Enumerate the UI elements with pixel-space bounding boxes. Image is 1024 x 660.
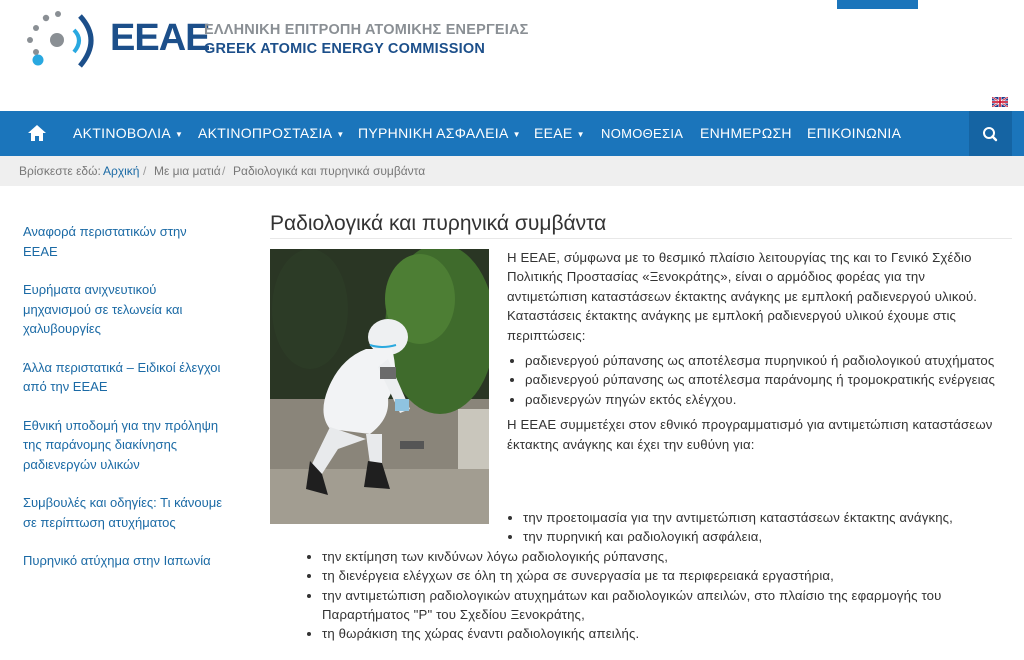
nav-item-label: ΕΠΙΚΟΙΝΩΝΙΑ: [807, 125, 902, 141]
sidebar-link-other-incidents[interactable]: Άλλα περιστατικά – Ειδικοί έλεγχοι από την ΕΕΑΕ: [23, 359, 221, 394]
responsibilities-list: [306, 508, 1024, 644]
caret-down-icon: ▼: [512, 129, 521, 139]
nav-item-epikoinonia[interactable]: [807, 111, 901, 156]
search-button[interactable]: [969, 111, 1012, 156]
intro-paragraph: Η ΕΕΑΕ, σύμφωνα με το θεσμικό πλαίσιο λειτουργίας της και το Γενικό Σχέδιο Πολιτικής Προστασίας «Ξενοκράτης», είναι ο αρμόδιος φορέας για την αντιμετώπιση καταστάσεων έκτακτης ανάγκης με εμπλοκή ραδιενεργού υλικού. Καταστάσεις έκτακτης ανάγκης με εμπλοκή ραδιενεργού υλικού έχουμε στις περιπτώσεις:: [507, 250, 978, 343]
list-item: • ραδιενεργού ρύπανσης ως αποτέλεσμα παράνομης ή τρομοκρατικής ενέργειας: [525, 370, 1007, 389]
sidebar-link-japan-accident[interactable]: Πυρηνικό ατύχημα στην Ιαπωνία: [23, 553, 211, 568]
list-item: • ραδιενεργού ρύπανσης ως αποτέλεσμα πυρηνικού ή ραδιολογικού ατυχήματος: [525, 351, 1007, 370]
nav-item-enimerosi[interactable]: [700, 111, 792, 156]
nav-item-pyriniki-asfaleia[interactable]: [358, 111, 521, 156]
caret-down-icon: ▼: [336, 129, 345, 139]
sidebar-link-national-infrastructure[interactable]: Εθνική υποδομή για την πρόληψη της παράνομης διακίνησης ραδιενεργών υλικών: [23, 417, 219, 472]
participation-paragraph: Η ΕΕΑΕ συμμετέχει στον εθνικό προγραμματισμό για αντιμετώπιση καταστάσεων έκτακτης ανάγκης και έχει την ευθύνη για:: [507, 417, 993, 452]
list-item: • την εκτίμηση των κινδύνων λόγω ραδιολογικής ρύπανσης,: [322, 547, 1024, 566]
logo-acronym: ΕΕΑΕ: [110, 17, 210, 59]
breadcrumb-current: Ραδιολογικά και πυρηνικά συμβάντα: [233, 164, 426, 178]
main-content: [507, 248, 1007, 460]
site-header: [0, 0, 1024, 111]
breadcrumb-separator: /: [222, 164, 226, 178]
nav-item-label: ΑΚΤΙΝΟΒΟΛΙΑ: [73, 125, 171, 141]
nav-item-label: ΕΝΗΜΕΡΩΣΗ: [700, 125, 792, 141]
sidebar-link-detection-findings[interactable]: Ευρήματα ανιχνευτικού μηχανισμού σε τελωνεία και χαλυβουργίες: [23, 282, 183, 336]
nav-item-label: ΝΟΜΟΘΕΣΙΑ: [601, 126, 684, 141]
nav-item-label: ΠΥΡΗΝΙΚΗ ΑΣΦΑΛΕΙΑ: [358, 125, 509, 141]
list-item: • την πυρηνική και ραδιολογική ασφάλεια,: [523, 527, 1024, 546]
list-item: • την προετοιμασία για την αντιμετώπιση καταστάσεων έκτακτης ανάγκης,: [523, 508, 1024, 527]
nav-item-nomothesia[interactable]: [601, 111, 683, 156]
uk-flag-icon[interactable]: [992, 97, 1008, 107]
cases-list: [507, 351, 1007, 409]
page-title: Ραδιολογικά και πυρηνικά συμβάντα: [270, 212, 607, 235]
caret-down-icon: ▼: [576, 129, 585, 139]
nav-item-label: ΑΚΤΙΝΟΠΡΟΣΤΑΣΙΑ: [198, 125, 333, 141]
eeae-logo[interactable]: [24, 6, 104, 74]
list-item: • ραδιενεργών πηγών εκτός ελέγχου.: [525, 390, 1007, 409]
person-in-protective-suit-image: [270, 249, 489, 524]
nav-item-eeae[interactable]: [534, 111, 585, 156]
breadcrumb-link-label[interactable]: Αρχική: [103, 164, 140, 178]
breadcrumb-prefix: Βρίσκεστε εδώ:: [19, 164, 101, 178]
list-item: • τη θωράκιση της χώρας έναντι ραδιολογικής απειλής.: [322, 624, 1024, 643]
caret-down-icon: ▼: [174, 129, 184, 139]
breadcrumb-item-overview[interactable]: Με μια ματιά: [154, 164, 221, 178]
nav-item-aktinoprostasia[interactable]: [198, 111, 345, 156]
breadcrumb-separator: /: [143, 164, 147, 178]
list-item: • τη διενέργεια ελέγχων σε όλη τη χώρα σε συνεργασία με τα περιφερειακά εργαστήρια,: [322, 566, 1024, 585]
title-divider: [270, 238, 1012, 239]
search-icon: [969, 111, 1012, 156]
nav-item-label: ΕΕΑΕ: [534, 125, 573, 141]
breadcrumb: [0, 156, 1024, 186]
breadcrumb-home-link[interactable]: [103, 156, 139, 186]
main-navbar: [0, 111, 1024, 156]
home-icon[interactable]: [26, 123, 48, 143]
top-tab[interactable]: [837, 0, 918, 9]
sidebar-nav: [23, 222, 223, 590]
logo-title-greek: ΕΛΛΗΝΙΚΗ ΕΠΙΤΡΟΠΗ ΑΤΟΜΙΚΗΣ ΕΝΕΡΓΕΙΑΣ: [204, 22, 529, 38]
sidebar-link-incident-report[interactable]: Αναφορά περιστατικών στην ΕΕΑΕ: [23, 224, 187, 259]
sidebar-link-accident-advice[interactable]: Συμβουλές και οδηγίες: Τι κάνουμε σε περίπτωση ατυχήματος: [23, 495, 223, 530]
list-item: • την αντιμετώπιση ραδιολογικών ατυχημάτων και ραδιολογικών απειλών, στο πλαίσιο της εφαρμογής του Παραρτήματος "Ρ" του Σχεδίου Ξενοκράτης,: [322, 586, 1024, 625]
logo-title-english: GREEK ATOMIC ENERGY COMMISSION: [204, 41, 485, 57]
nav-item-aktinovolia[interactable]: [73, 111, 183, 156]
